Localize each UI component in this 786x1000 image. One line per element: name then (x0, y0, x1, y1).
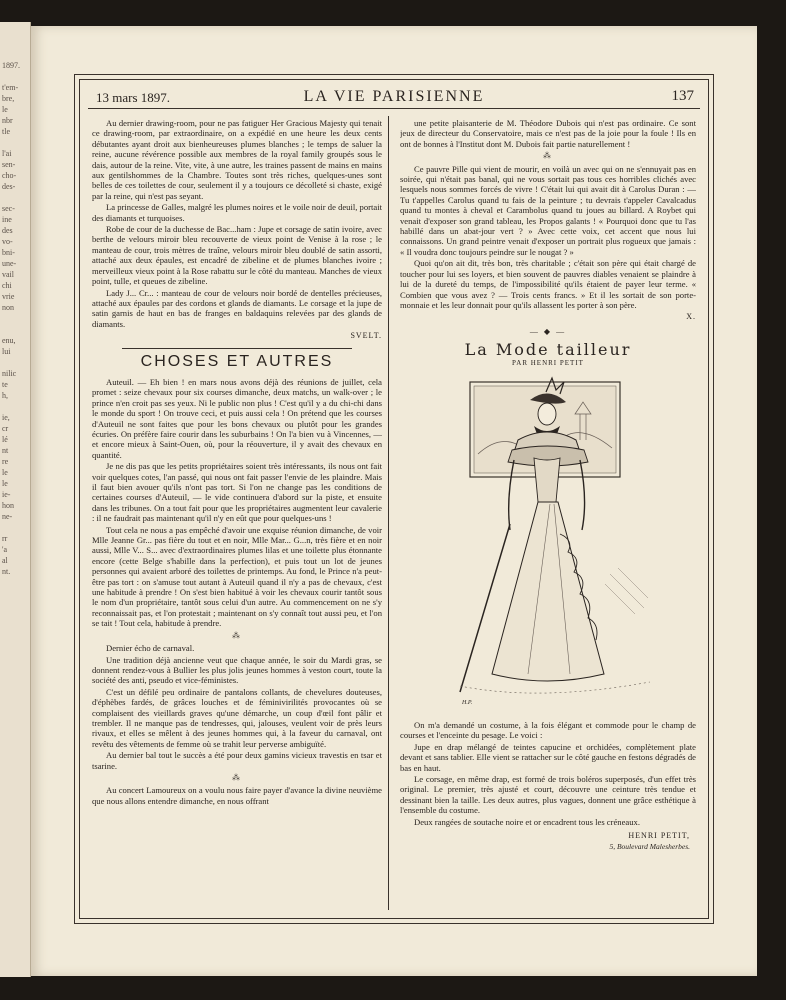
paragraph: Au dernier drawing-room, pour ne pas fatiguer Her Gracious Majesty qui tenait ce drawing-room, par extraordinaire, on a expédié en une heure les deux cents débutantes ayant droit aux bienheureuses plumes blanches ; le temps de saluer la reine, aucune révérence possible aux membres de la royal family groupés sous le dais, autour de la reine. Vite, vite, à une autre, les traines passent de mains en mains aux gentilshommes de la Chambre. Toutes sont très riches, quelques-unes sont belles de ces toilettes de cour, seulement il y a toujours ce décolleté si chaste, exigé par la reine, qui n'est pas seyant. (92, 118, 382, 201)
page-number: 137 (671, 88, 694, 104)
paragraph: Jupe en drap mélangé de teintes capucine et orchidées, complètement plate devant et sans tablier. Elle vient se rattacher sur le côté gauche en festons dégradés de bas en haut. (400, 741, 696, 773)
signature-svelt: SVELT. (350, 331, 382, 341)
paragraph: La princesse de Galles, malgré les plumes noires et le voile noir de deuil, portait des diamants et turquoises. (92, 202, 382, 223)
previous-page-fragments: 1897. t'em- bre, le nbr tle l'ai sen- cho- des- sec- ine des vo- bni- une- vail chi vrie non enu, lui nilic te h, ie, cr lé nt re le le ie- hon ne- rr 'a al nt. (2, 61, 20, 576)
header-date: 13 mars 1897. (96, 90, 171, 105)
paragraph: Une tradition déjà ancienne veut que chaque année, le soir du Mardi gras, se donnent rendez-vous à Bullier les plus jolis jeunes hommes à veston court, toute la société des anti, pseudo et vice-féministes. (92, 654, 382, 686)
paragraph: Ce pauvre Pille qui vient de mourir, en voilà un avec qui on ne s'ennuyait pas en soirée, qui n'était pas banal, qui ne vous sortait pas tous ces horribles clichés avec lesquels nous sommes forcés de vivre ! C'était lui qui avait dit à Carolus Duran : — Tu t'appelles Carolus quand tu fais de la peinture ; tu devrais t'appeler Cavalcadus quand tu montes à cheval et Carambolus quand tu joues au billard. A Roybet qui venait d'exposer son grand tableau, les Propos galants ! « Pourquoi donc que tu l'as habillé dans un abat-jour vert ? » Avec cette voix, cet accent que nous lui connaissons. Un grand peintre venait d'exposer un portrait plus rogueux que jamais : « Il voudra donc toujours peindre sur le nougat ? » (400, 163, 696, 257)
paragraph: Quoi qu'on ait dit, très bon, très charitable ; c'était son père qui était chargé de toucher pour lui ses loyers, et bien souvent de pauvres diables venaient se plaindre à lui de la dureté du temps, de l'impossibilité qu'ils étaient de payer leur terme. « Combien que vous avez ? — Trois cents francs. » Et il les sortait de son porte-monnaie et les leur donnait pour qu'ils allassent les porter à son père. (400, 258, 696, 310)
page-frame (74, 74, 714, 924)
header-title: LA VIE PARISIENNE (303, 88, 485, 105)
article-byline: PAR HENRI PETIT (512, 358, 584, 367)
column-divider (388, 116, 389, 910)
paragraph: Deux rangées de soutache noire et or encadrent tous les créneaux. (414, 816, 640, 827)
ornament-divider: ⁂ (543, 151, 553, 161)
ornament-divider: ⁂ (232, 630, 242, 640)
page (31, 26, 757, 976)
left-column (92, 118, 382, 910)
page-header (88, 86, 700, 109)
right-column (400, 118, 696, 910)
paragraph: Robe de cour de la duchesse de Bac...ham : Jupe et corsage de satin ivoire, avec berthe de velours miroir bleu recouverte de vieux point de Venise à la rose ; le manteau de cour, trois mètres de traîne, velours miroir bleu doublé de satin assorti, attaché aux deux épaules, est encadré de zibeline et de plumes blanches ivoire ; merveilleux vieux point à la Rose rabattu sur le côté du manteau. Manches de vieux point, tulle, et queues de zibeline. (92, 224, 382, 287)
paragraph: On m'a demandé un costume, à la fois élégant et commode pour le champ de courses et l'enceinte du pesage. Le voici : (400, 719, 696, 741)
paragraph: Auteuil. — Eh bien ! en mars nous avons déjà des réunions de juillet, cela promet : seize chevaux pour six courses dimanche, deux matchs, un walk-over ; le prince n'en croit pas ses yeux. Ni le public non plus ! C'est qu'il y a du chi-chi dans le monde du sport ! On trouve ceci, et puis aussi cela ! On prétend que les courses d'Auteuil ne sont faites que pour les bons chevaux ou plutôt pour les grandes écuries. On préfère faire courir dans les suburbains ! On l'a bien vu à Vincennes, — et encore mieux à Saint-Ouen, où, pour la réouverture, il y avait des chevaux en quantité. (92, 376, 382, 460)
paragraph: Au dernier bal tout le succès a été pour deux gamins vicieux travestis en tsar et tsarine. (92, 750, 382, 771)
paragraph: C'est un défilé peu ordinaire de pantalons collants, de chevelures douteuses, d'éphèbes fardés, de grâces louches et de féminivirilités provocantes où se complaisent des vieillards graves qu'une démarche, un coup d'œil font pâlir et trembler. Il ne manque pas de tendresses, qui, jalouses, veulent voir de près leurs rivaux, et elles se mêlent à des jeunes hommes qui, à la faveur du carnaval, ont revêtu des vêtements de femme où se trahit leur perverse ambiguïté. (92, 686, 382, 749)
paragraph: une petite plaisanterie de M. Théodore Dubois qui n'est pas ordinaire. Ce sont jeux de directeur du Conservatoire, mais ce n'est pas de la joie pour la foule ! Ils en ont de bonnes à l'Institut dont M. Dubois fait partie naturellement ! (400, 118, 696, 149)
paragraph: Le corsage, en même drap, est formé de trois boléros superposés, d'un effet très original. Le premier, très ajusté et court, découvre une ceinture très tendue et dessinant bien la taille. Les deux autres, plus vagues, donnent une grâce esthétique à l'ensemble du costume. (400, 773, 696, 816)
ornament-divider: ⁂ (232, 772, 242, 782)
article-title-mode-tailleur: La Mode tailleur (464, 340, 632, 360)
previous-page-edge (0, 22, 31, 977)
section-rule (122, 348, 352, 349)
signature-henri-petit: HENRI PETIT, (628, 831, 690, 840)
fashion-plate-drawing (400, 374, 696, 714)
author-address: 5, Boulevard Malesherbes. (609, 842, 690, 852)
fashion-illustration (400, 374, 696, 714)
paragraph: Dernier écho de carnaval. (106, 643, 195, 654)
paragraph: Je ne dis pas que les petits propriétaires soient très intéressants, ils nous ont fait voir quelques cotes, l'an passé, qui nous ont fait passer l'envie de les plaindre. Mais il faut bien avouer qu'ils n'ont pas tort. Si l'on ne change pas les conditions de certaines courses d'Auteuil, — le vide continuera d'abord sur la piste, et ensuite dans les tribunes. On a tout fait pour que les propriétaires augmentent leur cavalerie : il ne faudrait pas maintenant qu'il n'y en eût que pour quelques-uns ! (92, 461, 382, 524)
paragraph: Au concert Lamoureux on a voulu nous faire payer d'avance la divine neuvième que nous allons entendre dimanche, en nous offrant (92, 785, 382, 806)
illustration-signature: H.P. (462, 699, 473, 706)
signature-x: X. (686, 312, 696, 322)
page-frame-inner (79, 79, 709, 919)
ornament-divider: — ◆ — (529, 326, 567, 336)
paragraph: Lady J... Cr... : manteau de cour de velours noir bordé de dentelles précieuses, attaché aux épaules par des cordons et glands de diamants. Le corsage et la jupe de satin garnis de haut en bas de franges en baldaquins relevées par des glands de diamants. (92, 287, 382, 329)
paragraph: Tout cela ne nous a pas empêché d'avoir une exquise réunion dimanche, de voir Mlle Jeanne Gr... pas fière du tout et en noir, Mlle Mar... G...n, très fière et en noir aussi, Mlle V... S... avec d'extraordinaires plumes lilas et une toilette plus étonnante encore (cette Belge s'habille dans la perfection), et puis tout un lot de jeunes personnes qui avaient arboré des toilettes de printemps. Au fond, le Prince n'a peut-être pas tort : on s'amuse tout autant à Auteuil quand il n'y a pas de chevaux, c'est une habitude à prendre ! On s'est bien habitué à voir les chevaux courir tantôt sous le nom d'un propriétaire, tantôt sous celui d'un autre. Au commencement on ne s'y reconnaissait pas, et l'on protestait ; maintenant on s'y connaît tout aussi peu, et l'on se tait ! Tout cela, habitude à prendre. (92, 524, 382, 629)
section-title-choses-et-autres: CHOSES ET AUTRES (140, 352, 334, 370)
